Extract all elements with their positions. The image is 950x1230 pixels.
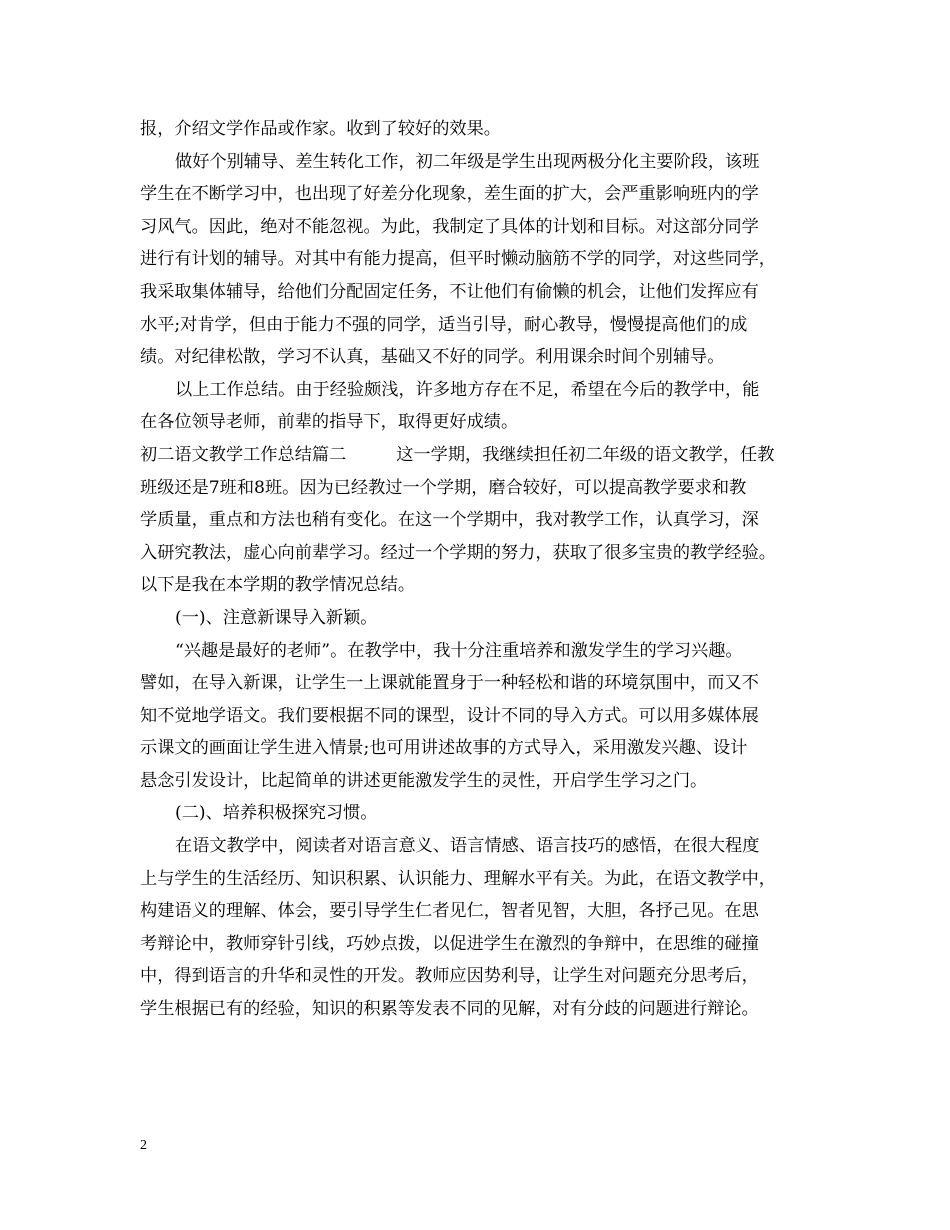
text-line: 譬如，在导入新课，让学生一上课就能置身于一种轻松和谐的环境氛围中，而又不 [140, 673, 759, 694]
text-line: 报，介绍文学作品或作家。收到了较好的效果。 [140, 119, 501, 139]
text-line: 在各位领导老师，前辈的指导下，取得更好成绩。 [140, 412, 519, 433]
text-line: 示课文的画面让学生进入情景;也可用讲述故事的方式导入，采用激发兴趣、设计 [140, 738, 748, 759]
text-line: 习风气。因此，绝对不能忽视。为此，我制定了具体的计划和目标。对这部分同学 [140, 216, 759, 237]
text-line: 学生根据已有的经验，知识的积累等发表不同的见解，对有分歧的问题进行辩论。 [140, 999, 759, 1020]
text-line: 学生在不断学习中，也出现了好差分化现象，差生面的扩大，会严重影响班内的学 [140, 184, 759, 205]
text-line: 学质量，重点和方法也稍有变化。在这一个学期中，我对教学工作，认真学习，深 [140, 510, 759, 531]
text-line: 以下是我在本学期的教学情况总结。 [140, 575, 416, 596]
text-line: 知不觉地学语文。我们要根据不同的课型，设计不同的导入方式。可以用多媒体展 [140, 705, 759, 726]
text-line: 考辩论中，教师穿针引线，巧妙点拨，以促进学生在激烈的争辩中，在思维的碰撞 [140, 933, 759, 954]
section-heading-line [140, 439, 820, 472]
text-line: 做好个别辅导、差生转化工作，初二年级是学生出现两极分化主要阶段，该班 [175, 151, 760, 172]
text-line: 在语文教学中，阅读者对语言意义、语言情感、语言技巧的感悟，在很大程度 [175, 836, 760, 857]
section-title: 初二语文教学工作总结篇二 [140, 444, 347, 465]
text-line: 构建语义的理解、体会，要引导学生仁者见仁，智者见智，大胆，各抒己见。在思 [140, 901, 759, 922]
text-line: “兴趣是最好的老师”。在教学中，我十分注重培养和激发学生的学习兴趣。 [175, 640, 743, 661]
text-line: 中，得到语言的升华和灵性的开发。教师应因势利导，让学生对问题充分思考后， [140, 966, 759, 987]
paragraph-block-2 [140, 472, 820, 1026]
section-intro-text: 这一学期，我继续担任初二年级的语文教学，任教 [396, 444, 775, 465]
text-line: 上与学生的生活经历、知识积累、认识能力、理解水平有关。为此，在语文教学中， [140, 868, 776, 889]
page-number: 2 [140, 1138, 147, 1153]
text-line: 绩。对纪律松散，学习不认真，基础又不好的同学。利用课余时间个别辅导。 [140, 347, 725, 368]
text-line: 我采取集体辅导，给他们分配固定任务，不让他们有偷懒的机会，让他们发挥应有 [140, 281, 759, 302]
text-line: (二)、培养积极探究习惯。 [175, 803, 378, 824]
document-body [140, 113, 820, 1026]
text-line: 水平;对肯学，但由于能力不强的同学，适当引导，耐心教导，慢慢提高他们的成 [140, 314, 748, 335]
text-line: 悬念引发设计，比起简单的讲述更能激发学生的灵性，开启学生学习之门。 [140, 770, 708, 791]
text-line: 以上工作总结。由于经验颇浅，许多地方存在不足，希望在今后的教学中，能 [175, 379, 760, 400]
text-line: 班级还是7班和8班。因为已经教过一个学期，磨合较好，可以提高教学要求和教 [140, 477, 747, 498]
text-line: (一)、注意新课导入新颖。 [175, 607, 378, 628]
paragraph-block-1 [140, 113, 820, 439]
text-line: 入研究教法，虚心向前辈学习。经过一个学期的努力，获取了很多宝贵的教学经验。 [140, 542, 776, 563]
text-line: 进行有计划的辅导。对其中有能力提高，但平时懒动脑筋不学的同学，对这些同学， [140, 249, 776, 270]
